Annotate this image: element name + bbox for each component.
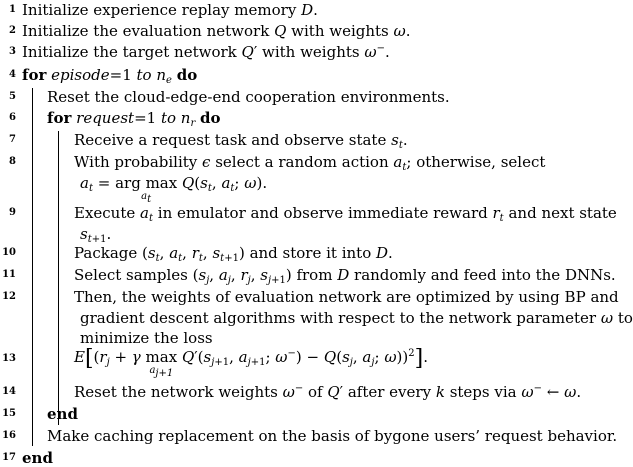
line-number: 13 <box>2 353 16 364</box>
line-9b: $s_{t+1}$. <box>80 225 112 245</box>
line-number: 14 <box>2 386 16 397</box>
line-number: 2 <box>9 25 16 36</box>
line-12a: Then, the weights of evaluation network are optimized by using BP and <box>74 288 619 306</box>
line-number: 7 <box>9 134 16 145</box>
line-number: 4 <box>9 69 16 80</box>
line-number: 16 <box>2 430 16 441</box>
line-number: 11 <box>2 269 16 280</box>
line-16: Make caching replacement on the basis of bygone users’ request behavior. <box>47 427 618 445</box>
line-number: 3 <box>9 46 16 57</box>
line-number: 9 <box>9 207 16 218</box>
block-bar-inner <box>58 131 59 425</box>
line-17: end <box>22 449 53 467</box>
line-3: Initialize the target network Q′ with weights ω−. <box>22 43 390 61</box>
line-number: 10 <box>2 247 16 258</box>
line-2: Initialize the evaluation network Q with weights ω. <box>22 22 411 40</box>
line-13: $E[(r_j + \gamma$ max $a_{j+1}$ $Q'(s_{j+1}$, $a_{j+1}$; $\omega^-) - Q(s_j$, $a_j$; ω))$^2$]. <box>74 346 429 379</box>
line-4: for episode=1 to $n_e$ do <box>22 66 198 86</box>
line-15: end <box>47 405 78 423</box>
line-8b: $a_t$ = arg max $a_t$ $Q(s_t$, $a_t$; ω). <box>80 174 268 205</box>
line-number: 1 <box>9 4 16 15</box>
line-12b: gradient descent algorithms with respect to the network parameter ω to <box>80 309 633 327</box>
line-10: Package ($s_t$, $a_t$, $r_t$, $s_{t+1}$) and store it into D. <box>74 244 393 264</box>
line-number: 15 <box>2 408 16 419</box>
line-5: Reset the cloud-edge-end cooperation environments. <box>47 88 450 106</box>
line-14: Reset the network weights ω− of Q′ after every k steps via ω− ← ω. <box>74 383 582 401</box>
line-8a: With probability ϵ select a random action $a_t$; otherwise, select <box>74 153 546 173</box>
block-bar-outer <box>32 88 33 446</box>
line-number: 6 <box>9 112 16 123</box>
line-number: 12 <box>2 291 16 302</box>
line-number: 5 <box>9 91 16 102</box>
line-12c: minimize the loss <box>80 329 213 347</box>
line-6: for request=1 to $n_r$ do <box>47 109 221 129</box>
line-11: Select samples ($s_j$, $a_j$, $r_j$, $s_{j+1}$) from D randomly and feed into the DNNs. <box>74 266 616 286</box>
line-number: 17 <box>2 452 16 463</box>
line-7: Receive a request task and observe state $s_t$. <box>74 131 408 151</box>
line-9a: Execute $a_t$ in emulator and observe immediate reward $r_t$ and next state <box>74 204 617 224</box>
line-1: Initialize experience replay memory D. <box>22 1 318 19</box>
line-number: 8 <box>9 156 16 167</box>
